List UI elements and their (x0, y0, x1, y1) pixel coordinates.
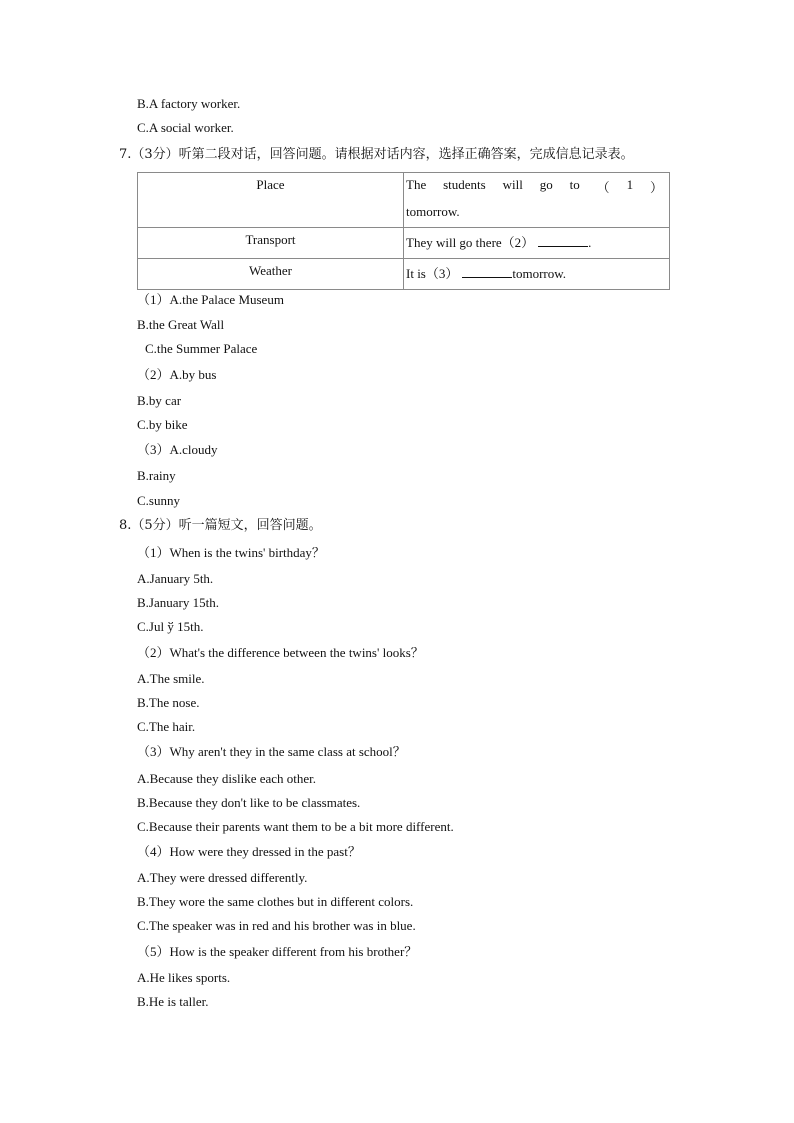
place-word: to (569, 177, 580, 192)
place-label-cell (138, 173, 404, 228)
q8-item: （2）What's the difference between the twins' looks？ (137, 645, 424, 660)
q8-item: C.Because their parents want them to be a bit more different. (137, 819, 454, 834)
q8-item: B.January 15th. (137, 595, 219, 610)
transport-answer-blank[interactable] (538, 234, 588, 247)
q8-item: C.Jul ў 15th. (137, 619, 204, 634)
weather-value-cell (404, 259, 670, 290)
weather-prefix: It is（3） (406, 266, 459, 281)
q8-item: A.He likes sports. (137, 970, 231, 985)
weather-label-cell (138, 259, 404, 290)
q7-item: （2）A.by bus (137, 367, 217, 382)
place-word: ） (649, 180, 663, 195)
q6-option-b: B.A factory worker. (137, 96, 241, 111)
q8-header: 8.（5分）听一篇短文，回答问题。 (119, 518, 322, 533)
weather-suffix: tomorrow. (512, 266, 567, 281)
info-record-table (137, 172, 670, 290)
q7-item: B.rainy (137, 468, 176, 483)
q8-item: （4）How were they dressed in the past？ (137, 844, 361, 859)
q8-item: A.January 5th. (137, 571, 214, 586)
transport-label-cell (138, 228, 404, 259)
place-line-2: tomorrow. (406, 204, 460, 219)
q8-item: C.The speaker was in red and his brother was in blue. (137, 918, 416, 933)
q8-item: （3）Why aren't they in the same class at school？ (137, 744, 406, 759)
q7-header: 7.（3分）听第二段对话，回答问题。请根据对话内容，选择正确答案，完成信息记录表。 (119, 147, 634, 162)
place-label: Place (256, 177, 285, 192)
q8-item: （5）How is the speaker different from his brother？ (137, 944, 418, 959)
transport-value-cell (404, 228, 670, 259)
q8-item: C.The hair. (137, 719, 196, 734)
weather-label: Weather (249, 263, 292, 278)
q7-item: （3）A.cloudy (137, 442, 218, 457)
place-word: （ (596, 180, 610, 195)
transport-text: They will go there（2） (406, 235, 535, 250)
place-word: The (406, 177, 427, 192)
q7-item: （1）A.the Palace Museum (137, 292, 284, 307)
q7-item: C.the Summer Palace (145, 341, 258, 356)
q7-item: B.the Great Wall (137, 317, 225, 332)
weather-answer-blank[interactable] (462, 265, 512, 278)
q8-item: B.They wore the same clothes but in different colors. (137, 894, 414, 909)
q8-item: （1）When is the twins' birthday？ (137, 545, 325, 560)
place-value-cell (404, 173, 670, 228)
q7-item: C.sunny (137, 493, 180, 508)
place-word: will (502, 177, 523, 192)
transport-label: Transport (245, 232, 296, 247)
place-word: go (539, 177, 553, 192)
place-line-1 (406, 173, 669, 196)
q8-item: A.They were dressed differently. (137, 870, 308, 885)
q8-item: A.Because they dislike each other. (137, 771, 317, 786)
q6-option-c: C.A social worker. (137, 120, 234, 135)
q7-item: B.by car (137, 393, 182, 408)
q8-item: B.He is taller. (137, 994, 209, 1009)
place-word: students (443, 177, 486, 192)
q8-item: B.Because they don't like to be classmates. (137, 795, 361, 810)
q8-item: B.The nose. (137, 695, 200, 710)
q8-item: A.The smile. (137, 671, 205, 686)
place-word: 1 (626, 177, 634, 192)
transport-period: . (588, 235, 592, 250)
q7-item: C.by bike (137, 417, 188, 432)
